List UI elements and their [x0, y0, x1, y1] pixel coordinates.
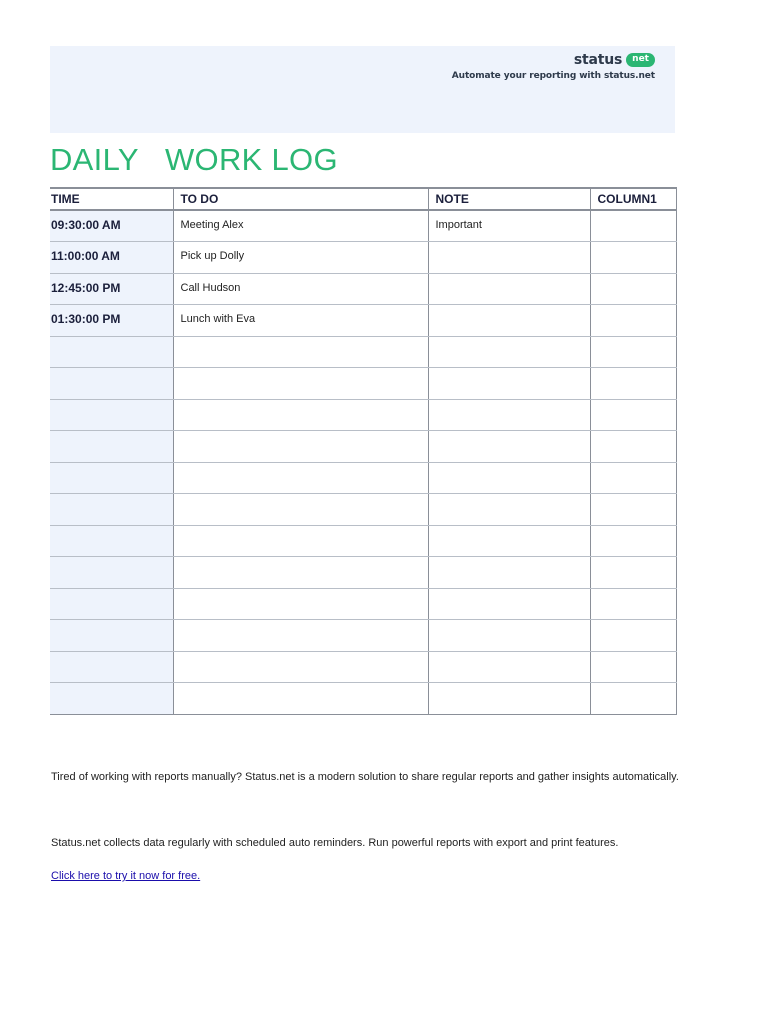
todo-cell[interactable]: Meeting Alex — [173, 210, 428, 242]
note-cell[interactable] — [428, 651, 590, 683]
header-todo[interactable]: TO DO — [173, 188, 428, 210]
time-cell[interactable]: 11:00:00 AM — [50, 242, 173, 274]
column1-cell[interactable] — [590, 210, 676, 242]
brand-name: status — [573, 52, 623, 68]
column1-cell[interactable] — [590, 557, 676, 589]
promo-paragraph-1: Tired of working with reports manually? Status.net is a modern solution to share regular reports and gather insights automatically. — [51, 771, 679, 783]
todo-cell[interactable]: Call Hudson — [173, 273, 428, 305]
brand-badge: net — [626, 53, 655, 67]
table-row — [50, 525, 676, 557]
todo-cell[interactable] — [173, 368, 428, 400]
table-row — [50, 462, 676, 494]
todo-cell[interactable] — [173, 494, 428, 526]
time-cell[interactable] — [50, 683, 173, 715]
try-free-link[interactable]: Click here to try it now for free. — [51, 870, 201, 882]
table-row — [50, 210, 676, 242]
page-title: DAILY WORK LOG — [50, 142, 338, 177]
note-cell[interactable] — [428, 588, 590, 620]
column1-cell[interactable] — [590, 273, 676, 305]
time-cell[interactable] — [50, 336, 173, 368]
column1-cell[interactable] — [590, 494, 676, 526]
todo-cell[interactable] — [173, 557, 428, 589]
time-cell[interactable] — [50, 431, 173, 463]
column1-cell[interactable] — [590, 368, 676, 400]
note-cell[interactable] — [428, 242, 590, 274]
table-row — [50, 305, 676, 337]
brand-tagline: Automate your reporting with status.net — [451, 71, 655, 81]
table-row — [50, 494, 676, 526]
table-header-row — [50, 188, 676, 210]
column1-cell[interactable] — [590, 462, 676, 494]
work-log-table — [50, 187, 677, 715]
note-cell[interactable] — [428, 557, 590, 589]
column1-cell[interactable] — [590, 242, 676, 274]
todo-cell[interactable] — [173, 620, 428, 652]
column1-cell[interactable] — [590, 651, 676, 683]
note-cell[interactable] — [428, 525, 590, 557]
note-cell[interactable] — [428, 273, 590, 305]
time-cell[interactable] — [50, 651, 173, 683]
note-cell[interactable] — [428, 368, 590, 400]
table-row — [50, 588, 676, 620]
note-cell[interactable] — [428, 620, 590, 652]
time-cell[interactable] — [50, 399, 173, 431]
todo-cell[interactable]: Pick up Dolly — [173, 242, 428, 274]
table-row — [50, 242, 676, 274]
time-cell[interactable]: 12:45:00 PM — [50, 273, 173, 305]
note-cell[interactable]: Important — [428, 210, 590, 242]
todo-cell[interactable] — [173, 431, 428, 463]
column1-cell[interactable] — [590, 431, 676, 463]
header-column1[interactable]: COLUMN1 — [590, 188, 676, 210]
note-cell[interactable] — [428, 336, 590, 368]
column1-cell[interactable] — [590, 683, 676, 715]
time-cell[interactable] — [50, 494, 173, 526]
time-cell[interactable] — [50, 462, 173, 494]
todo-cell[interactable] — [173, 683, 428, 715]
brand-logo[interactable] — [574, 52, 655, 68]
time-cell[interactable] — [50, 620, 173, 652]
time-cell[interactable]: 01:30:00 PM — [50, 305, 173, 337]
column1-cell[interactable] — [590, 588, 676, 620]
todo-cell[interactable] — [173, 651, 428, 683]
note-cell[interactable] — [428, 399, 590, 431]
time-cell[interactable] — [50, 368, 173, 400]
header-note[interactable]: NOTE — [428, 188, 590, 210]
table-row — [50, 620, 676, 652]
note-cell[interactable] — [428, 494, 590, 526]
note-cell[interactable] — [428, 431, 590, 463]
column1-cell[interactable] — [590, 305, 676, 337]
column1-cell[interactable] — [590, 620, 676, 652]
todo-cell[interactable] — [173, 462, 428, 494]
todo-cell[interactable] — [173, 399, 428, 431]
table-row — [50, 557, 676, 589]
note-cell[interactable] — [428, 683, 590, 715]
status-banner — [50, 46, 675, 133]
time-cell[interactable] — [50, 588, 173, 620]
table-row — [50, 273, 676, 305]
column1-cell[interactable] — [590, 399, 676, 431]
promo-paragraph-2: Status.net collects data regularly with scheduled auto reminders. Run powerful reports with export and print features. — [51, 837, 619, 849]
header-time[interactable]: TIME — [50, 188, 173, 210]
note-cell[interactable] — [428, 305, 590, 337]
table-row — [50, 399, 676, 431]
table-row — [50, 368, 676, 400]
time-cell[interactable] — [50, 557, 173, 589]
column1-cell[interactable] — [590, 336, 676, 368]
time-cell[interactable]: 09:30:00 AM — [50, 210, 173, 242]
todo-cell[interactable] — [173, 525, 428, 557]
todo-cell[interactable] — [173, 588, 428, 620]
table-row — [50, 431, 676, 463]
column1-cell[interactable] — [590, 525, 676, 557]
todo-cell[interactable]: Lunch with Eva — [173, 305, 428, 337]
note-cell[interactable] — [428, 462, 590, 494]
table-row — [50, 336, 676, 368]
time-cell[interactable] — [50, 525, 173, 557]
todo-cell[interactable] — [173, 336, 428, 368]
table-row — [50, 683, 676, 715]
table-row — [50, 651, 676, 683]
